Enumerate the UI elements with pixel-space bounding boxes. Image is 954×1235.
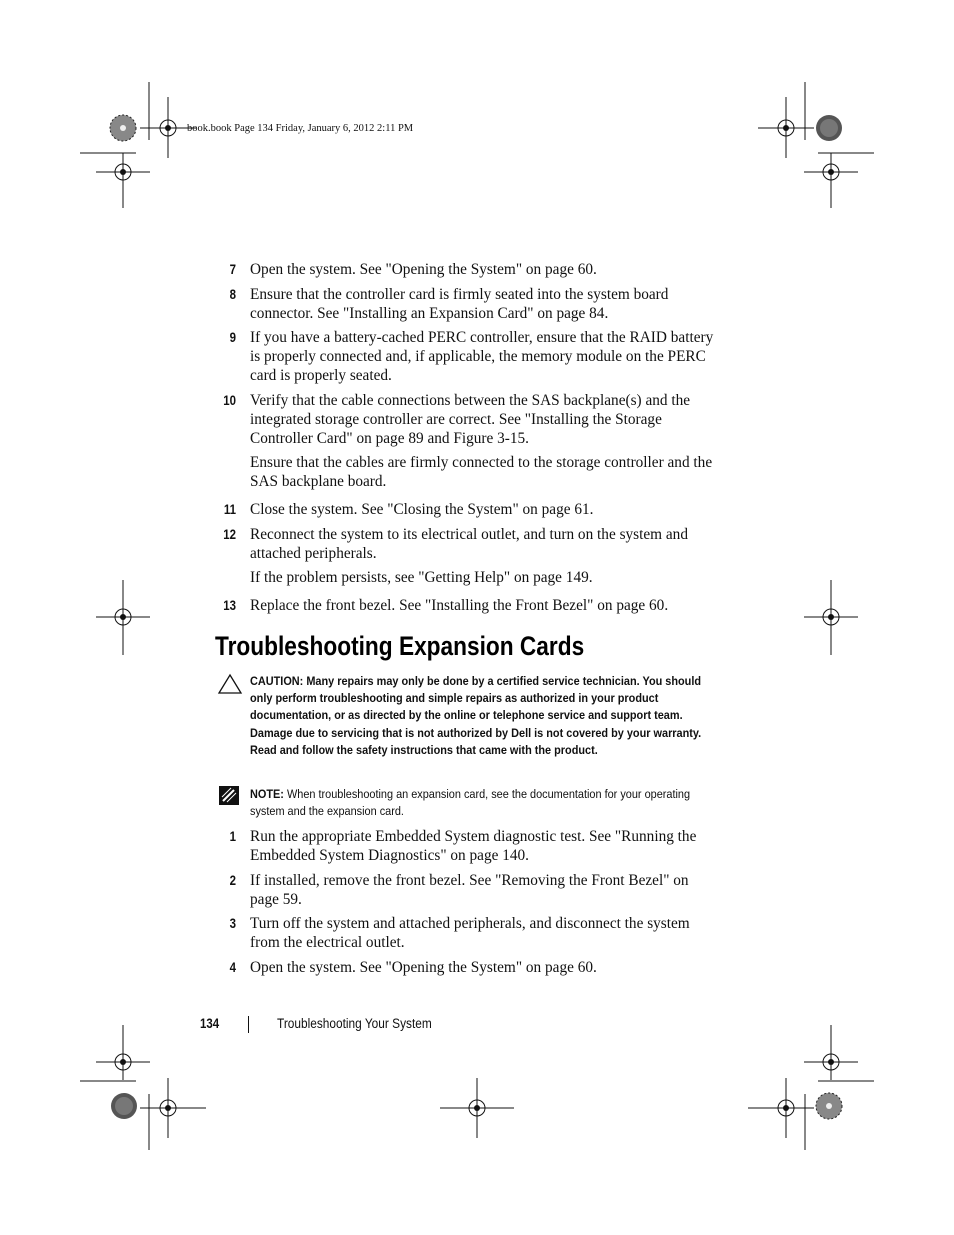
step-text: If you have a battery-cached PERC controller, ensure that the RAID battery is properly connected and, if applicable, the memory module on the PERC card is properly seated. <box>250 329 714 384</box>
note-label: NOTE: <box>250 787 284 801</box>
note-text: When troubleshooting an expansion card, see the documentation for your operating system and the expansion card. <box>250 787 691 819</box>
step-text: Open the system. See "Opening the System" on page 60. <box>250 959 597 976</box>
caution-label: CAUTION: <box>250 674 304 688</box>
note-block <box>250 786 718 820</box>
step-text: Close the system. See "Closing the System" on page 61. <box>250 501 594 518</box>
step-number: 10 <box>223 393 236 408</box>
step-number: 1 <box>229 829 236 844</box>
step-text: Open the system. See "Opening the System" on page 60. <box>250 261 597 278</box>
step-number: 2 <box>229 873 236 888</box>
step-number: 8 <box>229 287 236 302</box>
page-number: 134 <box>200 1016 220 1031</box>
note-pencil-icon <box>219 786 241 806</box>
step-text: If installed, remove the front bezel. See "Removing the Front Bezel" on page 59. <box>250 872 689 908</box>
step-continuation: If the problem persists, see "Getting Help" on page 149. <box>250 569 593 586</box>
section-heading: Troubleshooting Expansion Cards <box>215 631 585 661</box>
caution-text: Many repairs may only be done by a certified service technician. You should only perform troubleshooting and simple repairs as authorized in your product documentation, or as directed by the online or telephone service and support team. Damage due to servicing that is not authorized by Dell is not covered by your warranty. Read and follow the safety instructions that came with the product. <box>250 674 702 757</box>
step-text: Ensure that the controller card is firmly seated into the system board connector. See "Installing an Expansion Card" on page 84. <box>250 286 669 322</box>
registration-disk-icon <box>816 1093 842 1119</box>
footer-divider <box>248 1016 249 1033</box>
step-text: Reconnect the system to its electrical outlet, and turn on the system and attached peripherals. <box>250 526 688 562</box>
step-text: Replace the front bezel. See "Installing the Front Bezel" on page 60. <box>250 597 669 614</box>
registration-disk-icon <box>110 115 136 141</box>
step-text: Verify that the cable connections between the SAS backplane(s) and the integrated storage controller are correct. See "Installing the Storage Controller Card" on page 89 and Figure 3-15. <box>250 392 691 447</box>
registration-disk-icon <box>111 1093 137 1119</box>
step-continuation: Ensure that the cables are firmly connected to the storage controller and the SAS backplane board. <box>250 454 713 490</box>
step-number: 4 <box>229 960 236 975</box>
step-number: 3 <box>229 916 236 931</box>
caution-block <box>250 673 718 759</box>
caution-icon <box>217 673 243 695</box>
step-text: Turn off the system and attached peripherals, and disconnect the system from the electrical outlet. <box>250 915 690 951</box>
step-number: 11 <box>223 502 236 517</box>
step-number: 7 <box>229 262 236 277</box>
step-text: Run the appropriate Embedded System diagnostic test. See "Running the Embedded System Diagnostics" on page 140. <box>250 828 697 864</box>
registration-disk-icon <box>816 115 842 141</box>
step-number: 13 <box>223 598 236 613</box>
step-number: 12 <box>223 527 236 542</box>
chapter-title: Troubleshooting Your System <box>277 1016 432 1031</box>
step-number: 9 <box>229 330 236 345</box>
running-header: book.book Page 134 Friday, January 6, 2012 2:11 PM <box>187 123 414 134</box>
